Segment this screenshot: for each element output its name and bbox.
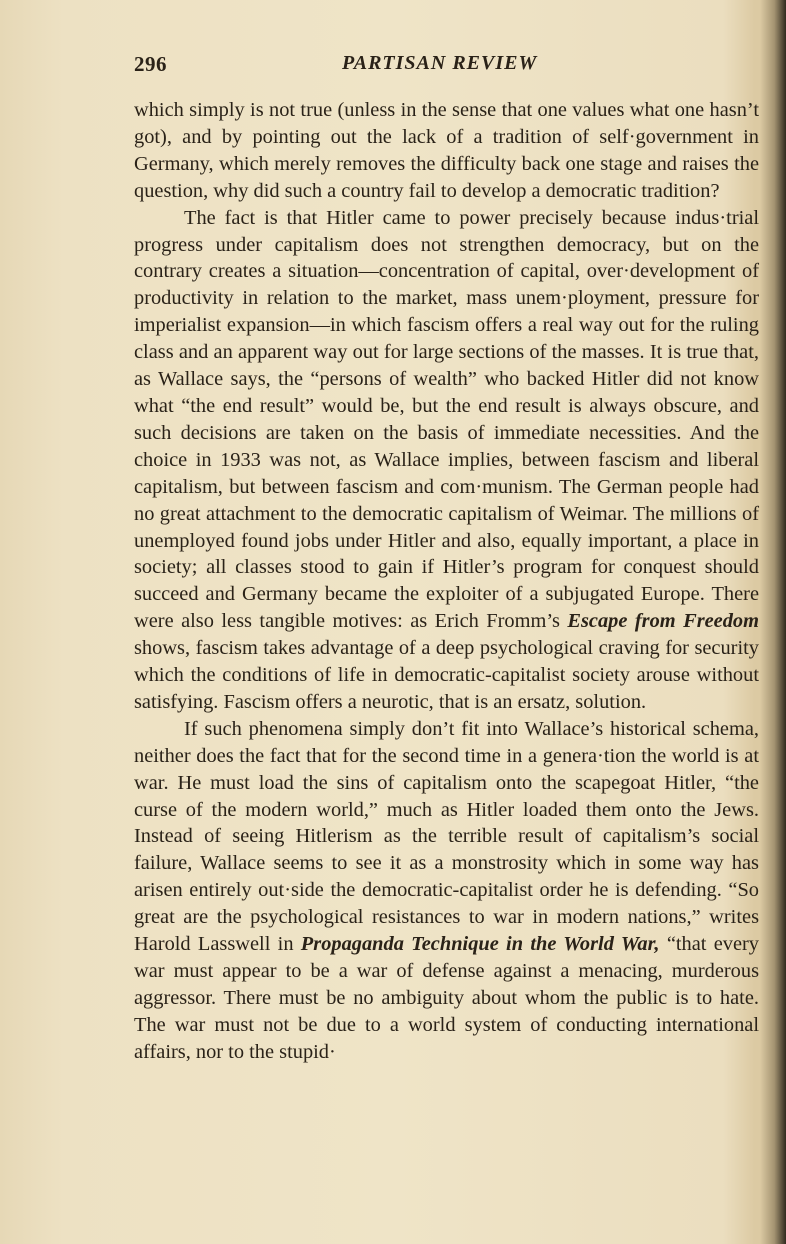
paragraph-3-text-a: If such phenomena simply don’t fit into Wallace’s historical schema, neither does the fact that for the second time in a genera·tion the world is at war. He must load the sins of capitalism onto the scapegoat Hitler, “the curse of the modern world,” much as Hitler loaded them onto the Jews. Instead of seeing Hitlerism as the terrible result of capitalism’s social failure, Wallace seems to see it as a monstrosity which in some way has arisen entirely out·side the democratic-capitalist order he is defending. “So great are the psychological resistances to war in modern nations,” writes Harold Lasswell in — [134, 717, 759, 956]
paragraph-2-text-a: The fact is that Hitler came to power precisely because indus·trial progress under capitalism does not strengthen democracy, but on the contrary creates a situation—concentration of capital, over·development of productivity in relation to the market, mass unem·ployment, pressure for imperialist expansion—in which fascism offers a real way out for the ruling class and an apparent way out for large sections of the masses. It is true that, as Wallace says, the “persons of wealth” who backed Hitler did not know what “the end result” would be, but the end result is always obscure, and such decisions are taken on the basis of immediate necessities. And the choice in 1933 was not, as Wallace implies, between fascism and liberal capitalism, but between fascism and com·munism. The German people had no great attachment to the democratic capitalism of Weimar. The millions of unemployed found jobs under Hitler and also, equally important, a place in society; all classes stood to gain if Hitler’s program for conquest should succeed and Germany became the exploiter of a subjugated Europe. There were also less tangible motives: as Erich Fromm’s — [134, 206, 759, 633]
paragraph-3-text-b: “that every war must appear to be a war of defense against a menacing, murderous aggressor. There must be no ambiguity about whom the public is to hate. The war must not be due to a world system of conducting international affairs, nor to the stupid· — [134, 933, 760, 1063]
page-number: 296 — [134, 52, 167, 76]
page-edge-shadow — [760, 0, 786, 1244]
body-text — [134, 97, 759, 1066]
book-title-escape-from-freedom: Escape from Freedom — [567, 610, 759, 633]
paragraph-3 — [134, 716, 759, 1066]
paragraph-2-text-b: shows, fascism takes advantage of a deep psychological craving for security which the conditions of life in democratic-capitalist society arouse without satisfying. Fascism offers a neurotic, that is an ersatz, solution. — [134, 637, 759, 713]
running-title: PARTISAN REVIEW — [342, 52, 538, 74]
paragraph-1 — [134, 97, 759, 205]
paragraph-1-text: which simply is not true (unless in the sense that one values what one hasn’t got), and by pointing out the lack of a tradition of self·government in Germany, which merely removes the difficulty back one stage and raises the question, why did such a country fail to develop a democratic tradition? — [134, 99, 759, 202]
page-header — [134, 52, 759, 82]
book-title-propaganda-technique: Propaganda Technique in the World War, — [300, 933, 660, 956]
paragraph-2 — [134, 205, 759, 716]
